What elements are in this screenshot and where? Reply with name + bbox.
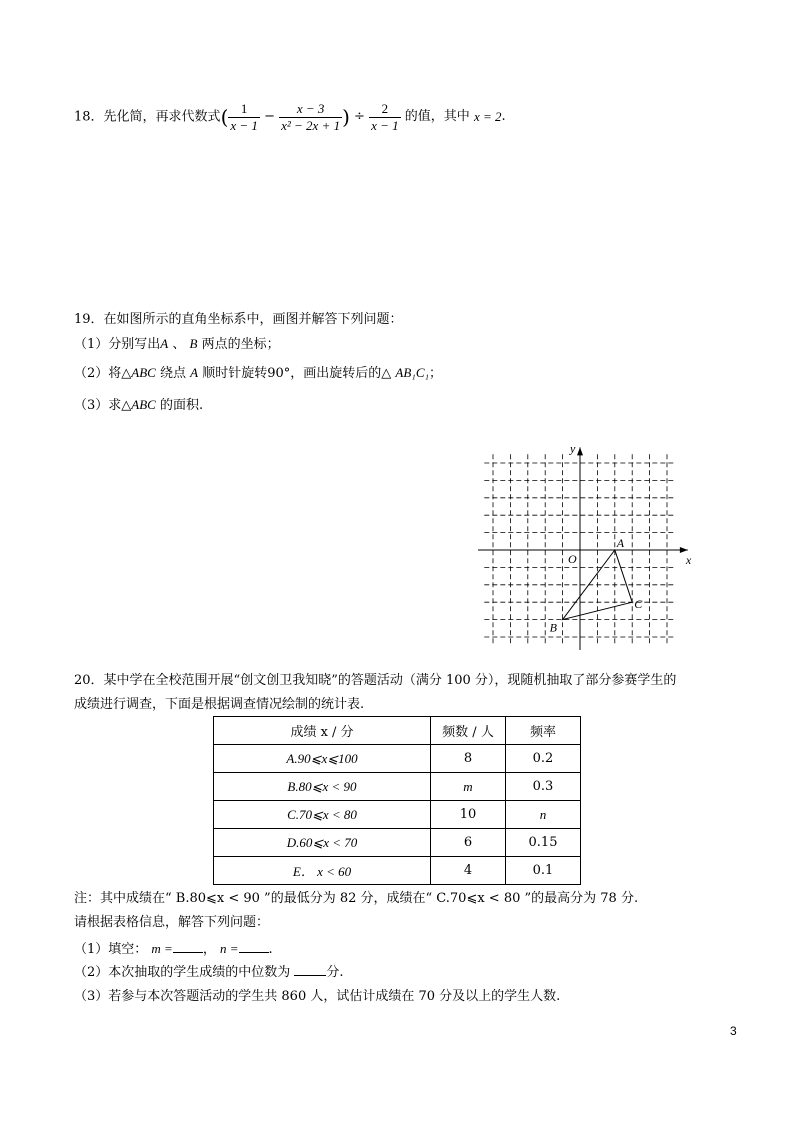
q19-part-3: （3）求△ABC 的面积. [74, 397, 204, 413]
cell-count: m [431, 773, 506, 801]
answer-blank-median[interactable] [294, 975, 326, 976]
score-table [213, 716, 581, 885]
q18-fraction-1: $\frac{1}{x - 1}$ [230, 100, 258, 133]
cell-count: 6 [431, 829, 506, 857]
cell-rate: n [506, 801, 581, 829]
cell-count: 4 [431, 857, 506, 885]
page-number: 3 [730, 1024, 737, 1038]
q18-minus: − [264, 109, 275, 124]
cell-rate: 0.3 [506, 773, 581, 801]
cell-rate: 0.1 [506, 857, 581, 885]
q20-stem-line-1: 20．某中学在全校范围开展“创文创卫我知晓”的答题活动（满分 100 分），现随机抽取了部分参赛学生的 [74, 673, 677, 688]
cell-count: 10 [431, 801, 506, 829]
cell-count: 8 [431, 745, 506, 773]
cell-rate: 0.2 [506, 745, 581, 773]
q19-stem: 19．在如图所示的直角坐标系中，画图并解答下列问题： [74, 312, 403, 327]
cell-range: B.80⩽x < 90 [214, 773, 431, 801]
header-frequency: 频数 / 人 [431, 717, 506, 745]
q20-instruction: 请根据表格信息，解答下列问题： [74, 915, 270, 930]
cell-range: A.90⩽x⩽100 [214, 745, 431, 773]
q18-divide: ÷ [354, 109, 365, 124]
table-row [214, 857, 581, 885]
q20-part-3: （3）若参与本次答题活动的学生共 860 人，试估计成绩在 70 分及以上的学生人数. [74, 989, 561, 1004]
table-row [214, 773, 581, 801]
table-row [214, 801, 581, 829]
y-axis-arrow [577, 447, 583, 455]
q18-tail: 的值，其中 [404, 109, 470, 124]
cell-range: E． x < 60 [214, 857, 431, 885]
cell-rate: 0.15 [506, 829, 581, 857]
header-score: 成绩 x / 分 [214, 717, 431, 745]
cell-range: C.70⩽x < 80 [214, 801, 431, 829]
q20-part-1: （1）填空： m = ， n = . [74, 941, 273, 957]
table-row [214, 829, 581, 857]
q20-stem-line-2: 成绩进行调查，下面是根据调查情况绘制的统计表. [74, 697, 365, 712]
answer-blank-n[interactable] [239, 952, 269, 953]
x-axis-label: x [685, 553, 692, 567]
q19-part-1: （1）分别写出A 、 B 两点的坐标； [74, 336, 280, 352]
origin-label: O [568, 552, 577, 566]
q18-fraction-3: $\frac{2}{x - 1}$ [371, 100, 399, 133]
table-row [214, 745, 581, 773]
q18-fraction-2: $\frac{x - 3}{\text{x² − 2x + 1}}$ [281, 100, 341, 133]
q18-end: . [501, 109, 506, 124]
cell-range: D.60⩽x < 70 [214, 829, 431, 857]
q18-condition: x = 2 [473, 109, 502, 124]
table-header-row [214, 717, 581, 745]
q18-number: 18． [74, 109, 104, 125]
point-c-label: C [634, 597, 643, 612]
y-axis-label: y [570, 441, 576, 456]
q18: 18．先化简，再求代数式( $\frac{1}{x - 1}$ − $\frac{x - 3}{\text{x² − 2x + 1}}$ ) ÷ $\frac{2}{x - 1}$ 的值，其中 x = 2. [74, 100, 506, 133]
q19-part-2: （2）将△ABC 绕点 A 顺时针旋转90°，画出旋转后的△ AB₁C₁； [74, 365, 443, 381]
q18-intro: 先化简，再求代数式 [103, 109, 221, 125]
header-rate: 频率 [506, 717, 581, 745]
answer-blank-m[interactable] [173, 952, 203, 953]
point-b-label: B [549, 620, 557, 635]
q20-part-2: （2）本次抽取的学生成绩的中位数为 分. [74, 965, 344, 980]
coordinate-graph [478, 440, 710, 650]
q20-note: 注：其中成绩在“ B.80⩽x < 90 ”的最低分为 82 分，成绩在“ C.70⩽x < 80 ”的最高分为 78 分. [74, 891, 639, 906]
point-a-label: A [616, 536, 625, 550]
